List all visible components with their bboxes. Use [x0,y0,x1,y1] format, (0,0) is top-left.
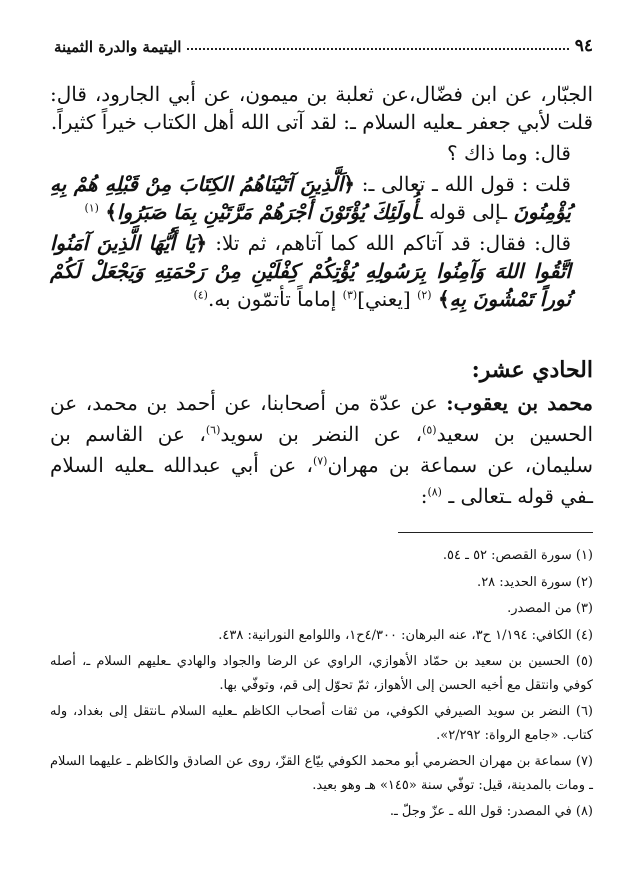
paragraph-3 [50,170,593,226]
footnote-ref-5[interactable]: (٥) [422,423,437,437]
paragraph-4-prefix: قال: فقال: قد آتاكم الله كما آتاهم، ثم تلا: [207,231,571,255]
footnote-ref-1[interactable]: (١) [84,201,99,215]
footnote-4: (٤) الكافي: ١/١٩٤ ح٣، عنه البرهان: ٤/٣٠٠ح١، واللوامع النورانية: ٤٣٨. [218,627,593,643]
footnote-ref-2[interactable]: (٢) [417,288,432,302]
section-heading: الحادي عشر: [471,357,593,383]
chain-text-5: : [420,484,428,508]
chain-text-2: ، عن النضر بن سويد [220,422,423,446]
quran-open-bracket: ﴿ [195,231,208,255]
footnote-6: (٦) النضر بن سويد الصيرفي الكوفي، من ثقات أصحاب الكاظم ـعليه السلام ـانتقل إلى بغداد، وله كتاب. «جامع الرواة: ٢/٢٩٢». [50,704,593,743]
footnote-2: (٢) سورة الحديد: ٢٨. [477,574,593,590]
footnotes-list [50,544,593,827]
header-dotted-leader [187,48,568,50]
running-header [50,30,593,56]
quran-quote-2: أُولَئِكَ يُؤْتَوْنَ أَجْرَهُمْ مَرَّتَيْنِ بِمَا صَبَرُوا [117,200,417,224]
footnote-ref-3[interactable]: (٣) [342,288,358,302]
chain-text-1: عن عدّة من أصحابنا، عن أحمد بن محمد، عن الحسين بن سعيد [50,391,593,446]
footnote-separator [398,532,593,533]
quran-close-bracket: ﴾ [437,287,450,311]
footnote-1: (١) سورة القصص: ٥٢ ـ ٥٤. [442,548,593,563]
paragraph-3-prefix: قلت : قول الله ـ تعالى ـ: [354,172,571,196]
paragraph-2: قال: وما ذاك ؟ [446,141,571,165]
quran-close-bracket: ﴾ [105,200,118,224]
bracketed-insertion: [يعني] [357,287,411,311]
section-paragraph [50,388,593,512]
paragraph-4-suffix: إماماً تأتمّون به. [207,287,343,311]
narrator-name: محمد بن يعقوب: [446,391,593,415]
paragraph-4 [50,229,593,313]
chain-text-4: ، عن أبي عبدالله ـعليه السلام ـفي قوله ـتعالى ـ [50,453,593,508]
page-number: ٩٤ [574,36,593,56]
quran-quote-3: يَا أَيُّهَا الَّذِينَ آمَنُوا اتَّقُوا اللهَ وَآمِنُوا بِرَسُولِهِ يُؤْتِكُمْ كِفْلَيْنِ مِنْ رَحْمَتِهِ وَيَجْعَلْ لَكُمْ نُوراً تَمْشُونَ بِهِ [50,231,571,311]
quran-open-bracket: ﴿ [343,172,355,196]
paragraph-1: الجبّار، عن ابن فضّال،عن ثعلبة بن ميمون، عن أبي الجارود، قال: قلت لأبي جعفر ـعليه السلام ـ: لقد آتى الله أهل الكتاب خيراً كثيراً. [50,82,593,134]
footnote-ref-4[interactable]: (٤) [193,288,208,302]
main-text [50,80,593,316]
quran-quote-1: اَلَّذِينَ آتَيْنَاهُمُ الكِتَابَ مِنْ قَبْلِهِ هُمْ بِهِ يُؤْمِنُونَ [50,172,571,224]
footnote-7: (٧) سماعة بن مهران الحضرمي أبو محمد الكوفي بيّاع القزّ، روى عن الصادق والكاظم ـ عليهما السلام ـ ومات بالمدينة، قيل: توفّي سنة «١٤٥» هـ وهو بعيد. [50,754,593,793]
footnote-ref-7[interactable]: (٧) [312,454,328,468]
footnote-ref-6[interactable]: (٦) [205,423,221,437]
footnote-ref-8[interactable]: (٨) [427,485,442,499]
paragraph-3-middle: ـإلى قوله ـ [416,200,514,224]
footnote-3: (٣) من المصدر. [507,601,593,616]
book-title: اليتيمة والدرة الثمينة [54,38,182,56]
footnote-5: (٥) الحسين بن سعيد بن حمّاد الأهوازي، الراوي عن الرضا والجواد والهادي ـعليهم السلام ـ، أصله كوفي وانتقل مع أخيه الحسن إلى الأهواز، ثمّ تحوّل إلى قم، وتوفّي بها. [50,654,593,693]
chain-text-3: ، عن القاسم بن سليمان، عن سماعة بن مهران [50,422,593,477]
footnote-8: (٨) في المصدر: قول الله ـ عزّ وجلّ ـ. [389,804,593,819]
